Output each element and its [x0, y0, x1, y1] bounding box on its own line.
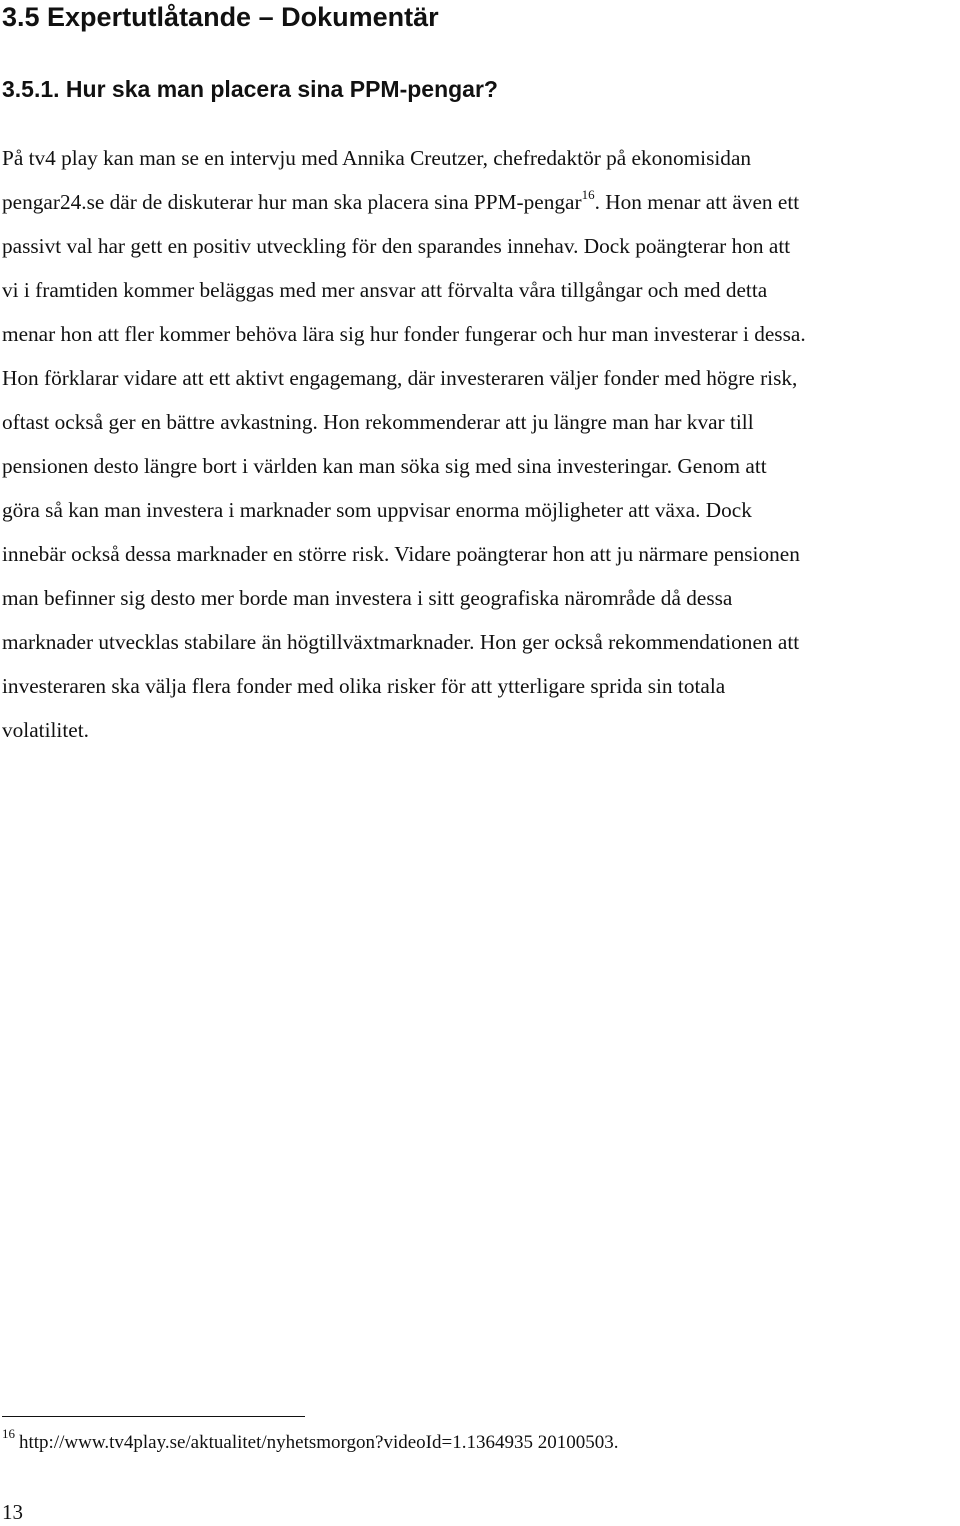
body-line: passivt val har gett en positiv utveckling för den sparandes innehav. Dock poängterar hon att — [2, 234, 791, 258]
body-line: volatilitet. — [2, 718, 89, 742]
body-line: oftast också ger en bättre avkastning. Hon rekommenderar att ju längre man har kvar till — [2, 410, 754, 434]
body-line: göra så kan man investera i marknader som uppvisar enorma möjligheter att växa. Dock — [2, 498, 752, 522]
footnote-reference[interactable]: 16 — [581, 186, 595, 202]
footnote — [2, 1425, 619, 1456]
body-line: man befinner sig desto mer borde man investera i sitt geografiska närområde då dessa — [2, 586, 733, 610]
body-line: menar hon att fler kommer behöva lära sig hur fonder fungerar och hur man investerar i dessa. — [2, 322, 806, 346]
section-heading: 3.5 Expertutlåtande – Dokumentär — [2, 2, 439, 32]
body-line: innebär också dessa marknader en större risk. Vidare poängterar hon att ju närmare pensionen — [2, 542, 800, 566]
body-line: investeraren ska välja flera fonder med olika risker för att ytterligare sprida sin totala — [2, 674, 726, 698]
body-text-fragment: . Hon menar att även ett — [594, 190, 800, 214]
body-text-fragment: pengar24.se där de diskuterar hur man ska placera sina PPM-pengar — [2, 190, 582, 214]
body-line: På tv4 play kan man se en intervju med Annika Creutzer, chefredaktör på ekonomisidan — [2, 146, 752, 170]
body-line: marknader utvecklas stabilare än högtillväxtmarknader. Hon ger också rekommendationen att — [2, 630, 800, 654]
body-line — [2, 180, 958, 224]
body-line: pensionen desto längre bort i världen kan man söka sig med sina investeringar. Genom att — [2, 454, 767, 478]
footnote-link[interactable]: http://www.tv4play.se/aktualitet/nyhetsmorgon?videoId=1.1364935 20100503. — [19, 1432, 619, 1453]
page-number: 13 — [2, 1500, 23, 1524]
subsection-heading: 3.5.1. Hur ska man placera sina PPM-pengar? — [2, 76, 498, 102]
body-line: vi i framtiden kommer beläggas med mer ansvar att förvalta våra tillgångar och med detta — [2, 278, 768, 302]
body-line: Hon förklarar vidare att ett aktivt engagemang, där investeraren väljer fonder med högre risk, — [2, 366, 798, 390]
body-paragraph — [2, 136, 958, 752]
footnote-number: 16 — [2, 1425, 15, 1441]
footnote-divider — [2, 1416, 305, 1417]
